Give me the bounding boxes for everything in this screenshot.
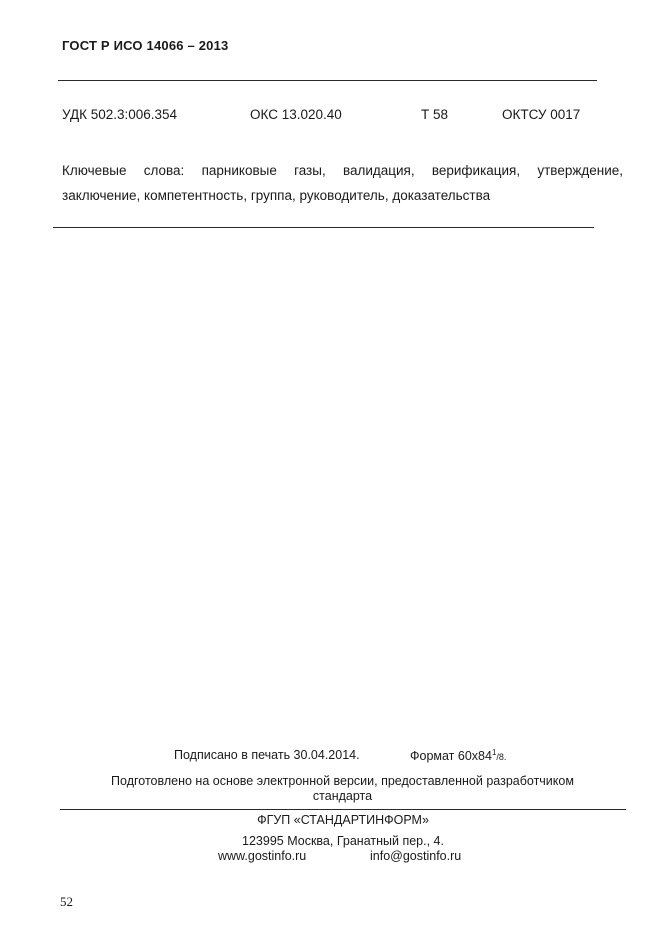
prepared-note-line1: Подготовлено на основе электронной версии, предоставленной разработчиком <box>111 774 574 788</box>
udk-code: УДК 502.3:006.354 <box>62 107 178 122</box>
keywords-divider <box>53 227 594 228</box>
publisher-address: 123995 Москва, Гранатный пер., 4. <box>242 834 444 848</box>
format-label: Формат 60х84 <box>410 749 492 764</box>
publisher-name: ФГУП «СТАНДАРТИНФОРМ» <box>257 813 429 827</box>
prepared-note-line2: стандарта <box>312 789 373 803</box>
keywords-paragraph <box>62 158 623 208</box>
page-number: 52 <box>60 894 73 909</box>
oktsu-code: ОКТСУ 0017 <box>502 107 581 122</box>
publisher-email: info@gostinfo.ru <box>370 849 462 863</box>
keywords-label: Ключевые слова: <box>62 163 185 178</box>
format-numerator: 1 <box>491 748 497 757</box>
publisher-divider <box>60 809 626 810</box>
document-header-title: ГОСТ Р ИСО 14066 – 2013 <box>62 38 229 53</box>
print-format <box>410 748 506 763</box>
header-divider <box>58 80 597 81</box>
oks-code: ОКС 13.020.40 <box>250 107 342 122</box>
t-code: Т 58 <box>421 107 449 122</box>
publisher-website: www.gostinfo.ru <box>218 849 307 863</box>
keywords-text: парниковые газы, валидация, верификация, утверждение, заключение, компетентность, группа, руководитель, доказательства <box>62 163 624 203</box>
signed-for-print: Подписано в печать 30.04.2014. <box>174 748 360 762</box>
format-denominator: /8. <box>496 752 507 763</box>
